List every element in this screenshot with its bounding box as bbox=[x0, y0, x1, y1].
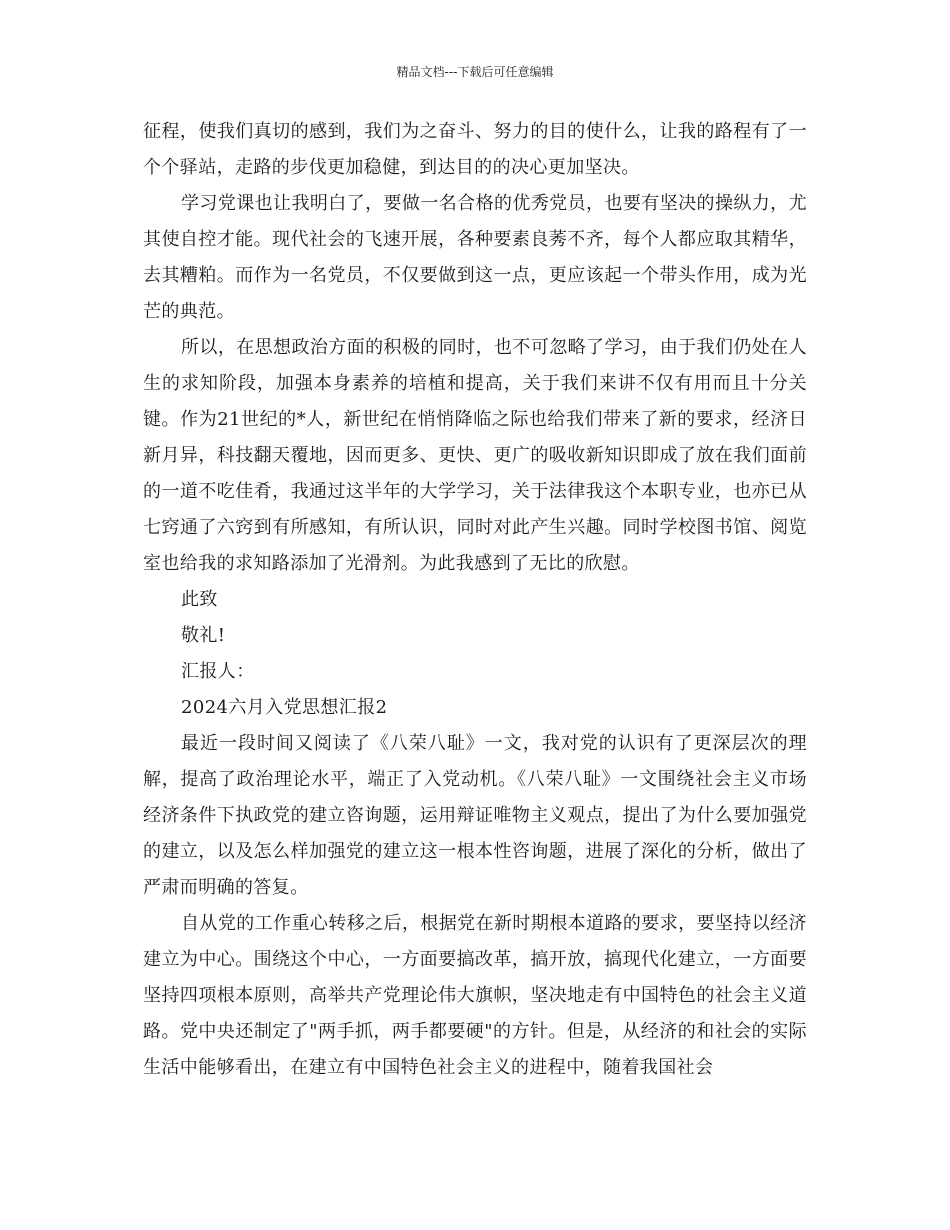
document-body bbox=[143, 114, 807, 1086]
closing-regards: 敬礼! bbox=[181, 625, 226, 646]
paragraph: 自从党的工作重心转移之后，根据党在新时期根本道路的要求，要坚持以经济建立为中心。围绕这个中心，一方面要搞改革，搞开放，搞现代化建立，一方面要坚持四项根本原则，高举共产党理论伟大旗帜，坚决地走有中国特色的社会主义道路。党中央还制定了"两手抓，两手都要硬"的方针。但是，从经济的和社会的实际生活中能够看出，在建立有中国特色社会主义的进程中，随着我国社会 bbox=[143, 913, 807, 1078]
paragraph: 最近一段时间又阅读了《八荣八耻》一文，我对党的认识有了更深层次的理解，提高了政治理论水平，端正了入党动机。《八荣八耻》一文围绕社会主义市场经济条件下执政党的建立咨询题，运用辩证唯物主义观点，提出了为什么要加强党的建立，以及怎么样加强党的建立这一根本性咨询题，进展了深化的分析，做出了严肃而明确的答复。 bbox=[143, 733, 807, 898]
page-header: 精品文档---下载后可任意编辑 bbox=[396, 65, 554, 79]
closing-salutation: 此致 bbox=[181, 589, 218, 610]
section-title: 2024六月入党思想汇报2 bbox=[181, 697, 388, 718]
reporter-label: 汇报人： bbox=[181, 661, 255, 682]
paragraph: 学习党课也让我明白了，要做一名合格的优秀党员，也要有坚决的操纵力，尤其使自控才能。现代社会的飞速开展，各种要素良莠不齐，每个人都应取其精华，去其糟粕。而作为一名党员，不仅要做到这一点，更应该起一个带头作用，成为光芒的典范。 bbox=[143, 193, 807, 322]
paragraph: 所以，在思想政治方面的积极的同时，也不可忽略了学习，由于我们仍处在人生的求知阶段，加强本身素养的培植和提高，关于我们来讲不仅有用而且十分关键。作为21世纪的*人，新世纪在悄悄降临之际也给我们带来了新的要求，经济日新月异，科技翻天覆地，因而更多、更快、更广的吸收新知识即成了放在我们面前的一道不吃佳肴，我通过这半年的大学学习，关于法律我这个本职专业，也亦已从七窍通了六窍到有所感知，有所认识，同时对此产生兴趣。同时学校图书馆、阅览室也给我的求知路添加了光滑剂。为此我感到了无比的欣慰。 bbox=[143, 337, 807, 574]
paragraph-continuation: 征程，使我们真切的感到，我们为之奋斗、努力的目的使什么，让我的路程有了一个个驿站，走路的步伐更加稳健，到达目的的决心更加坚决。 bbox=[143, 121, 807, 178]
